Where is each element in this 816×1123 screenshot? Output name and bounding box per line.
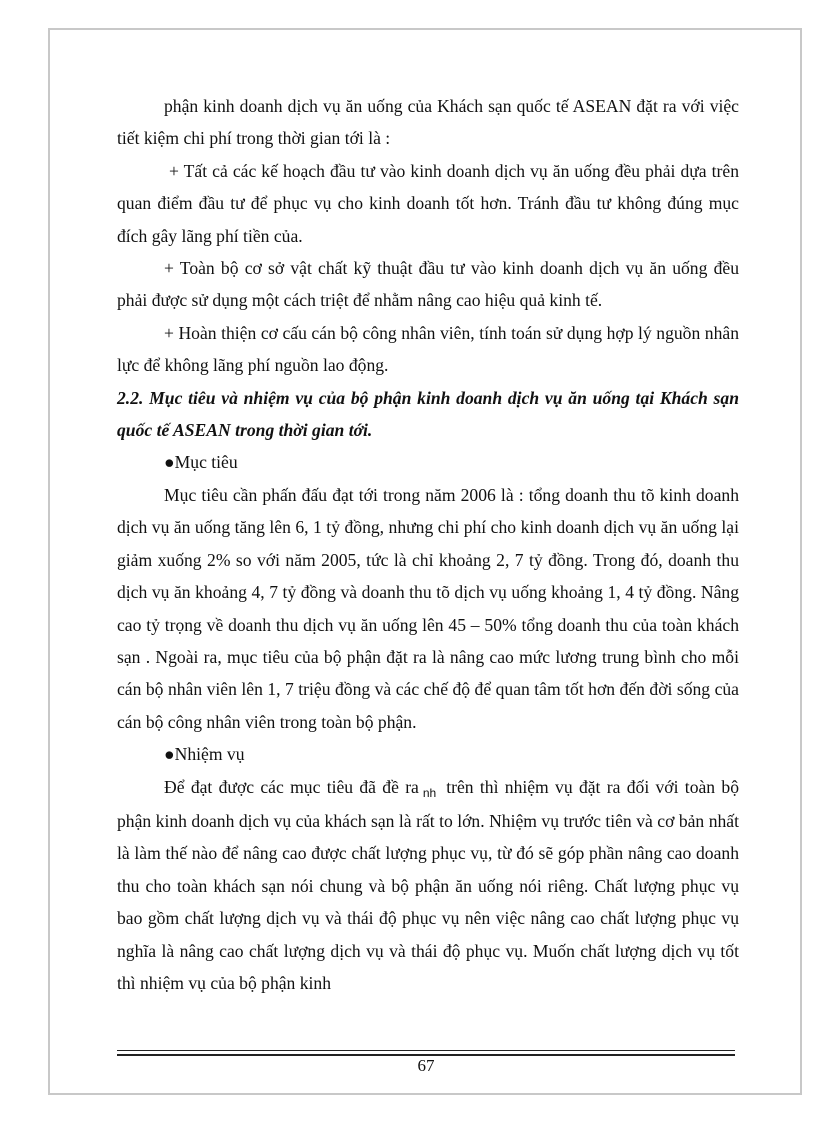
paragraph-intro: phận kinh doanh dịch vụ ăn uống của Khách sạn quốc tế ASEAN đặt ra với việc tiết kiệm chi phí trong thời gian tới là : [117,96,739,149]
section-heading: 2.2. Mục tiêu và nhiệm vụ của bộ phận kinh doanh dịch vụ ăn uống tại Khách sạn quốc tế ASEAN trong thời gian tới. [117,387,739,441]
page-number: 67 [417,1056,435,1075]
page-frame-bottom [48,1093,800,1095]
paragraph-objectives: Mục tiêu cần phấn đấu đạt tới trong năm 2006 là : tổng doanh thu tõ kinh doanh dịch vụ ăn uống tăng lên 6, 1 tỷ đồng, nhưng chi phí cho kinh doanh dịch vụ ăn uống lại giảm xuống 2% so với năm 2005, tức là chỉ khoảng 2, 7 tỷ đồng. Trong đó, doanh thu dịch vụ ăn khoảng 4, 7 tỷ đồng và doanh thu tõ dịch vụ uống khoảng 1, 4 tỷ đồng. Nâng cao tỷ trọng về doanh thu dịch vụ ăn uống lên 45 – 50% tổng doanh thu của toàn khách sạn . Ngoài ra, mục tiêu của bộ phận đặt ra là nâng cao mức lương trung bình cho mỗi cán bộ nhân viên lên 1, 7 triệu đồng và các chế độ để quan tâm tốt hơn đến đời sống của cán bộ công nhân viên trong toàn bộ phận. [117,484,739,732]
document-body [117,90,739,999]
bullet-objectives: ●Mục tiêu [164,452,238,473]
subscript-fragment: nh [422,785,437,800]
page-frame-top [48,28,800,30]
footer-rule-thin [117,1050,735,1051]
paragraph-tasks-start: Để đạt được các mục tiêu đã đề ra [164,776,419,797]
bullet-tasks: ●Nhiệm vụ [164,744,245,765]
paragraph-tasks [117,771,739,1000]
paragraph-investment-plans: + Tất cả các kế hoạch đầu tư vào kinh doanh dịch vụ ăn uống đều phải dựa trên quan điểm đầu tư để phục vụ cho kinh doanh tốt hơn. Tránh đầu tư không đúng mục đích gây lãng phí tiền của. [117,160,739,246]
page-frame-right [800,28,802,1095]
page-frame-left [48,28,50,1095]
paragraph-facilities: + Toàn bộ cơ sở vật chất kỹ thuật đầu tư vào kinh doanh dịch vụ ăn uống đều phải được sử dụng một cách triệt để nhằm nâng cao hiệu quả kinh tế. [117,258,739,311]
paragraph-tasks-end: trên thì nhiệm vụ đặt ra đối với toàn bộ phận kinh doanh dịch vụ của khách sạn là rất to lớn. Nhiệm vụ trước tiên và cơ bản nhất là làm thế nào để nâng cao được chất lượng phục vụ, từ đó sẽ góp phần nâng cao doanh thu cho toàn khách sạn nói chung và bộ phận ăn uống nói riêng. Chất lượng phục vụ bao gồm chất lượng dịch vụ và thái độ phục vụ nên việc nâng cao chất lượng phục vụ nghĩa là nâng cao chất lượng dịch vụ và thái độ phục vụ. Muốn chất lượng dịch vụ tốt thì nhiệm vụ của bộ phận kinh [117,776,739,993]
paragraph-staff-structure: + Hoàn thiện cơ cấu cán bộ công nhân viên, tính toán sử dụng hợp lý nguồn nhân lực để không lãng phí nguồn lao động. [117,322,739,376]
